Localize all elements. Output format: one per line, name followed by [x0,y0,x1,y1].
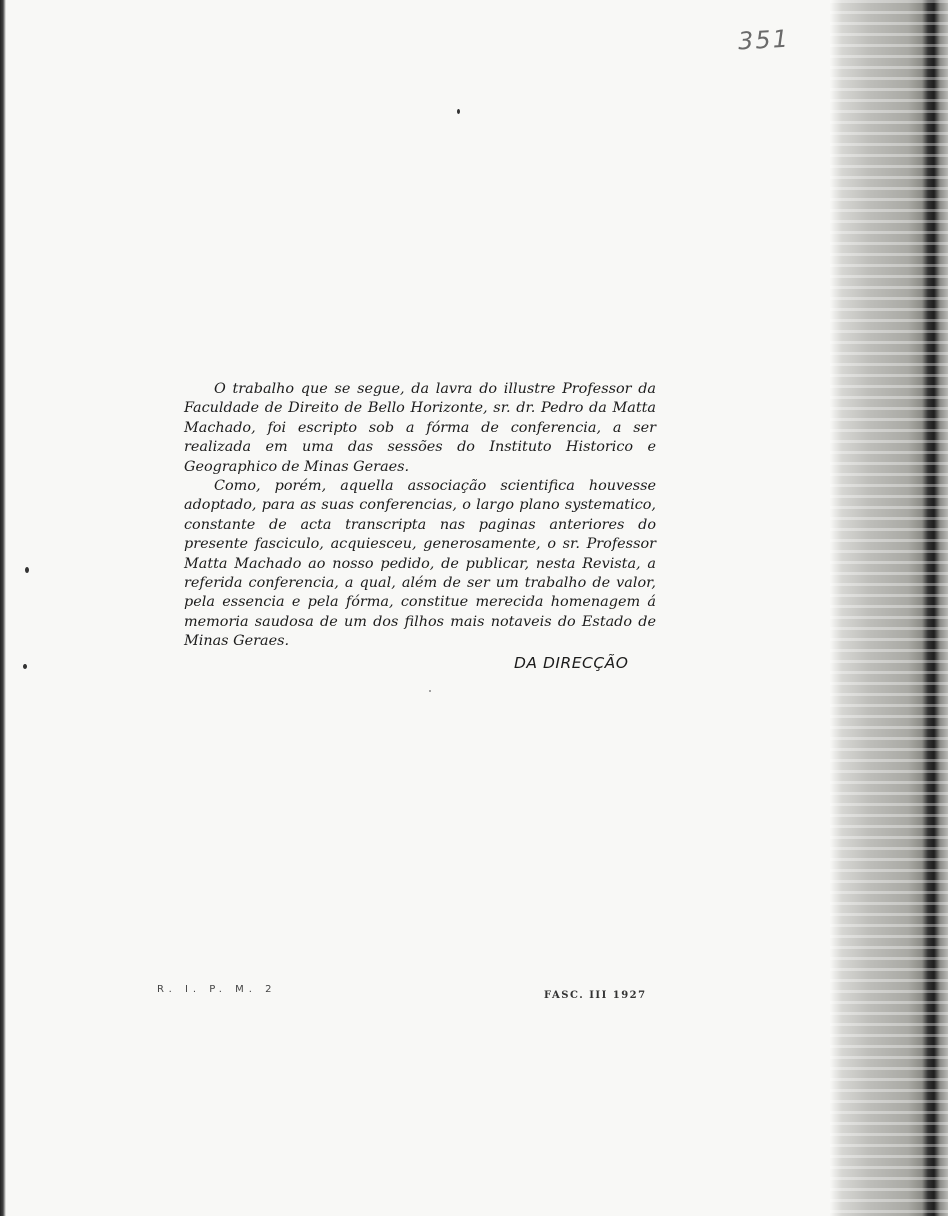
page-edge-shadow [830,0,948,1216]
note-paragraph-2: Como, porém, aquella associação scientifica houvesse adoptado, para as suas conferencias, o largo plano systematico, constante de acta transcripta nas paginas anteriores do presente fasciculo, acquiesceu, generosamente, o sr. Professor Matta Machado ao nosso pedido, de publicar, nesta Revista, a referida conferencia, a qual, além de ser um trabalho de valor, pela essencia e pela fórma, constitue merecida homenagem á memoria saudosa de um dos filhos mais notaveis do Estado de Minas Geraes. [184,478,656,650]
ink-speck [23,664,27,669]
footer-journal-mark: R. I. P. M. 2 [157,984,277,995]
note-paragraph-1: O trabalho que se segue, da lavra do illustre Professor da Faculdade de Direito de Bello Horizonte, sr. dr. Pedro da Matta Machado, foi escripto sob a fórma de conferencia, a ser realizada em uma das sessões do Instituto Historico e Geographico de Minas Geraes. [184,381,656,475]
footer-issue: FASC. III 1927 [544,990,647,1001]
ink-speck [429,690,431,692]
page-folio-number: 351 [737,24,791,56]
ink-speck [25,567,29,573]
note-signature: DA DIRECÇÃO [514,654,629,672]
binding-edge [0,0,6,1216]
ink-speck [457,109,460,114]
editorial-note [184,380,656,652]
